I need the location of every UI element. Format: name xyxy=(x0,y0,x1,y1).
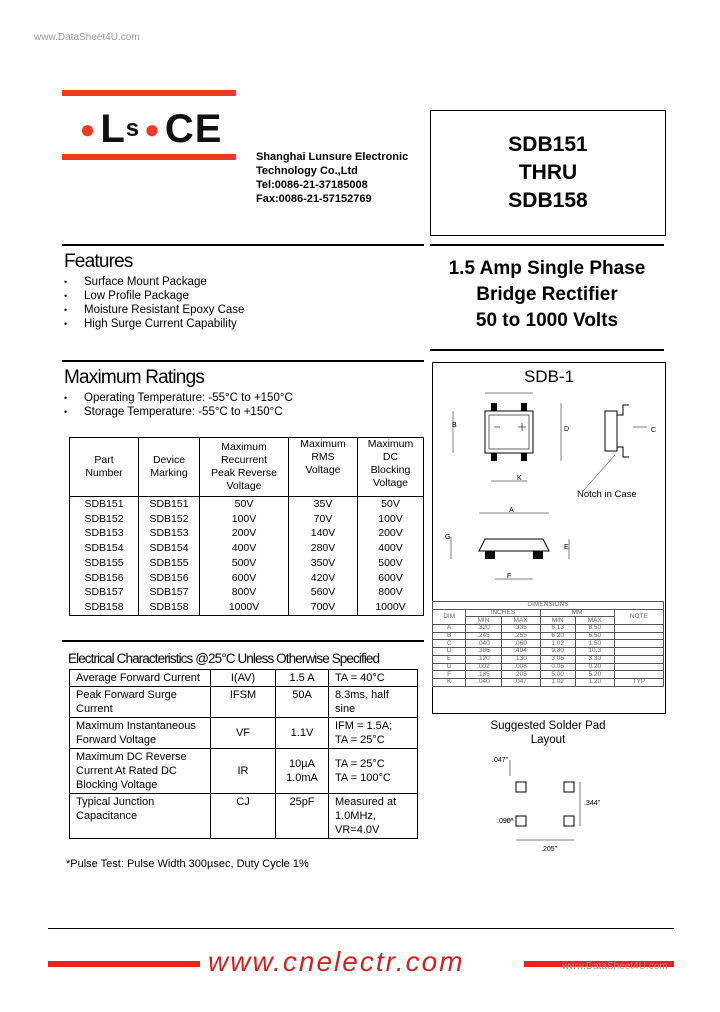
company-fax: Fax:0086-21-57152769 xyxy=(256,193,372,205)
divider xyxy=(62,360,424,362)
dims-mm-header: MM xyxy=(540,609,614,617)
dim-label-d: D xyxy=(564,426,570,433)
dim-344: .344" xyxy=(584,800,601,807)
table-row: E .120 .130 3.05 3.30 xyxy=(433,655,664,663)
table-row: SDB154 SDB154 400V 280V 400V xyxy=(70,541,424,556)
table-row: SDB152 SDB152 100V 70V 100V xyxy=(70,512,424,527)
param-label: Maximum Instantaneous Forward Voltage xyxy=(70,718,211,749)
features-list xyxy=(64,275,244,331)
param-symbol: IFSM xyxy=(211,687,276,718)
param-symbol: IR xyxy=(211,749,276,794)
logo-letter-s: s xyxy=(125,115,141,142)
table-row: F .185 .205 5.00 5.20 xyxy=(433,671,664,679)
col-peak-reverse: Maximum Recurrent Peak Reverse Voltage xyxy=(200,438,289,497)
dim-205: .205" xyxy=(541,846,558,853)
table-row: SDB157 SDB157 800V 560V 800V xyxy=(70,585,424,600)
param-value: 25pF xyxy=(276,794,329,839)
param-value: 1.5 A xyxy=(276,670,329,687)
param-label: Typical Junction Capacitance xyxy=(70,794,211,839)
col-rms-voltage: Maximum RMS Voltage xyxy=(289,438,358,497)
watermark-top: www.DataSheet4U.com xyxy=(34,32,140,43)
dim-label-e: E xyxy=(564,544,569,551)
table-row xyxy=(70,794,418,839)
col-part-number: Part Number xyxy=(70,438,139,497)
footer-divider xyxy=(48,928,674,929)
param-condition: IFM = 1.5A; TA = 25°C xyxy=(329,718,418,749)
param-value: 50A xyxy=(276,687,329,718)
table-row: SDB153 SDB153 200V 140V 200V xyxy=(70,526,424,541)
dims-col-dim: DIM xyxy=(433,609,466,624)
desc-line1: 1.5 Amp Single Phase xyxy=(448,258,646,279)
dims-title: DIMENSIONS xyxy=(433,602,664,610)
dim-047: .047" xyxy=(492,757,509,764)
param-symbol: I(AV) xyxy=(211,670,276,687)
col-device-marking: Device Marking xyxy=(139,438,200,497)
table-row: C .040 .060 1.02 1.50 xyxy=(433,640,664,648)
part-title-box xyxy=(430,110,666,236)
logo-dot-icon: ● xyxy=(144,113,161,144)
electrical-table xyxy=(69,669,418,839)
table-row: B .245 .255 6.20 6.50 xyxy=(433,632,664,640)
param-value: 10µA 1.0mA xyxy=(276,749,329,794)
list-item: • Moisture Resistant Epoxy Case xyxy=(64,303,244,317)
table-row xyxy=(70,718,418,749)
param-condition: 8.3ms, half sine xyxy=(329,687,418,718)
table-row: D .386 .404 9.80 10.3 xyxy=(433,648,664,656)
dim-label-f: F xyxy=(507,573,512,580)
solder-pad-diagram xyxy=(480,752,600,852)
max-ratings-heading: Maximum Ratings xyxy=(64,367,205,388)
dimensions-table: DIMENSIONS DIM INCHES MM NOTE MIN MAX MIN MAX A .320 .335 8.13 8.50 B .245 .255 6.20 6.50 C .040 .060 1.02 1.50 D .386 .404 9.80 10.3 E .120 .130 3.05 3.30 G .002 .008 0.05 0.20 F .185 .205 5.00 5.20 K .040 .047 1.02 1.20 TYP xyxy=(432,601,664,687)
table-header-row xyxy=(70,438,424,497)
param-symbol: CJ xyxy=(211,794,276,839)
company-name-line1: Shanghai Lunsure Electronic xyxy=(256,151,409,163)
notch-label: Notch in Case xyxy=(577,489,637,500)
divider xyxy=(62,244,424,246)
title-line1: SDB151 xyxy=(508,133,588,156)
table-row xyxy=(70,687,418,718)
title-line3: SDB158 xyxy=(508,189,588,212)
package-name: SDB-1 xyxy=(523,367,575,386)
param-label: Peak Forward Surge Current xyxy=(70,687,211,718)
ratings-table xyxy=(69,437,424,616)
param-condition: Measured at 1.0MHz, VR=4.0V xyxy=(329,794,418,839)
features-heading: Features xyxy=(64,251,133,272)
table-row: G .002 .008 0.05 0.20 xyxy=(433,663,664,671)
dim-090: .090" xyxy=(497,818,514,825)
watermark-bottom: www.DataSheet4U.com xyxy=(562,961,668,972)
divider xyxy=(430,244,664,246)
logo-letters-ce: CE xyxy=(164,106,223,151)
footer-url[interactable]: www.cnelectr.com xyxy=(208,946,465,977)
table-row: K .040 .047 1.02 1.20 TYP xyxy=(433,678,664,686)
divider xyxy=(430,349,664,351)
table-row xyxy=(70,749,418,794)
table-row xyxy=(70,670,418,687)
dims-col-note: NOTE xyxy=(614,609,663,624)
table-row: SDB155 SDB155 500V 350V 500V xyxy=(70,556,424,571)
company-tel: Tel:0086-21-37185008 xyxy=(256,179,368,191)
dim-label-b: B xyxy=(452,422,457,429)
table-row: A .320 .335 8.13 8.50 xyxy=(433,625,664,633)
table-row: SDB156 SDB156 600V 420V 600V xyxy=(70,571,424,586)
logo-dot-icon: ● xyxy=(79,113,97,144)
footer-red-bar-left xyxy=(48,961,200,967)
table-row: SDB151 SDB151 50V 35V 50V xyxy=(70,497,424,512)
list-item: • Low Profile Package xyxy=(64,289,244,303)
dim-label-c: C xyxy=(651,427,657,434)
logo-letter-l: L xyxy=(100,106,126,151)
package-outline-diagram xyxy=(433,363,665,599)
company-name-line2: Technology Co.,Ltd xyxy=(256,165,358,177)
param-condition: TA = 25°C TA = 100°C xyxy=(329,749,418,794)
desc-line3: 50 to 1000 Volts xyxy=(475,310,619,331)
company-info xyxy=(256,150,408,206)
max-ratings-list xyxy=(64,391,293,419)
dim-label-g: G xyxy=(445,534,451,541)
dim-label-a: A xyxy=(509,507,514,514)
list-item: • Surface Mount Package xyxy=(64,275,244,289)
param-value: 1.1V xyxy=(276,718,329,749)
col-dc-blocking: Maximum DC Blocking Voltage xyxy=(358,438,424,497)
brand-logo xyxy=(62,104,236,154)
pulse-test-note: *Pulse Test: Pulse Width 300µsec, Duty Cycle 1% xyxy=(66,858,309,870)
param-label: Maximum DC Reverse Current At Rated DC Blocking Voltage xyxy=(70,749,211,794)
solder-pad-title: Suggested Solder Pad Layout xyxy=(490,720,606,746)
title-line2: THRU xyxy=(518,161,578,184)
logo-top-bar xyxy=(62,90,236,96)
list-item: • High Surge Current Capability xyxy=(64,317,244,331)
logo-bottom-bar xyxy=(62,154,236,160)
product-description xyxy=(430,256,664,334)
dim-label-k: K xyxy=(517,475,522,482)
desc-line2: Bridge Rectifier xyxy=(476,284,618,305)
param-symbol: VF xyxy=(211,718,276,749)
param-label: Average Forward Current xyxy=(70,670,211,687)
list-item: • Storage Temperature: -55°C to +150°C xyxy=(64,405,293,419)
dims-inches-header: INCHES xyxy=(466,609,540,617)
divider xyxy=(62,640,424,642)
table-row: SDB158 SDB158 1000V 700V 1000V xyxy=(70,600,424,615)
electrical-heading: Electrical Characteristics @25°C Unless Otherwise Specified xyxy=(68,651,380,666)
param-condition: TA = 40°C xyxy=(329,670,418,687)
list-item: • Operating Temperature: -55°C to +150°C xyxy=(64,391,293,405)
